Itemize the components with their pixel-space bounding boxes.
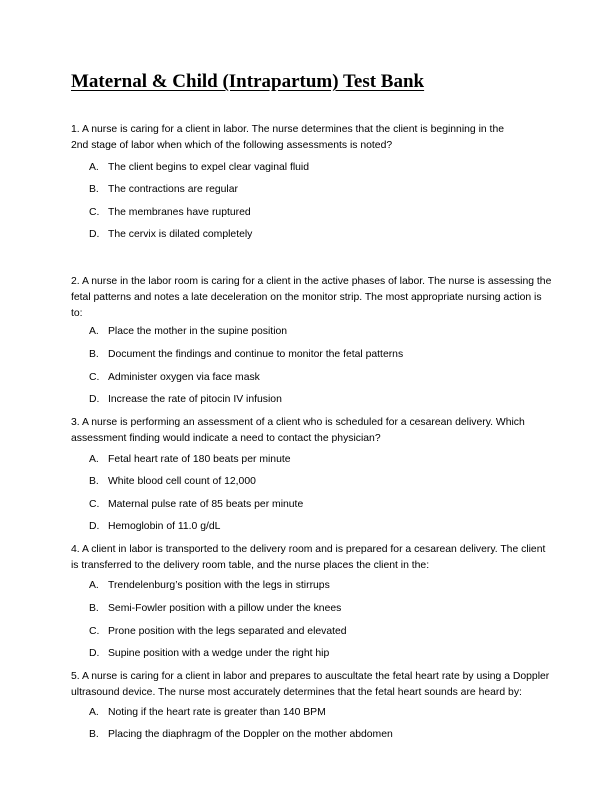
option-text: Administer oxygen via face mask (108, 372, 260, 383)
question-text-line: 5. A nurse is caring for a client in labor and prepares to auscultate the fetal heart rate by using a Doppler (71, 671, 550, 682)
option-text: Document the findings and continue to monitor the fetal patterns (108, 349, 404, 360)
option-text: Fetal heart rate of 180 beats per minute (108, 454, 291, 465)
option-text: White blood cell count of 12,000 (108, 476, 256, 487)
option-letter: C. (89, 372, 100, 383)
question-2-option-b (89, 348, 403, 362)
option-letter: A. (89, 454, 99, 465)
question-3-option-d (89, 520, 220, 534)
question-5-option-a (89, 706, 326, 720)
question-text-line: fetal patterns and notes a late deceleration on the monitor strip. The most appropriate nursing action is (71, 292, 542, 303)
option-letter: D. (89, 394, 100, 405)
question-2-option-a (89, 325, 287, 339)
option-text: Place the mother in the supine position (108, 326, 288, 337)
question-5-stem (71, 669, 550, 701)
option-text: Supine position with a wedge under the right hip (108, 648, 330, 659)
option-letter: B. (89, 603, 99, 614)
question-1-option-b (89, 183, 238, 197)
question-1-option-d (89, 228, 252, 242)
option-text: Increase the rate of pitocin IV infusion (108, 394, 282, 405)
option-text: The cervix is dilated completely (108, 229, 253, 240)
option-text: Trendelenburg’s position with the legs in stirrups (108, 580, 330, 591)
option-text: Noting if the heart rate is greater than 140 BPM (108, 707, 326, 718)
option-letter: C. (89, 207, 100, 218)
option-letter: B. (89, 476, 99, 487)
option-text: The membranes have ruptured (108, 207, 251, 218)
option-letter: A. (89, 580, 99, 591)
option-text: The contractions are regular (108, 184, 238, 195)
question-2-stem (71, 274, 552, 322)
option-letter: C. (89, 626, 100, 637)
question-4-stem (71, 542, 546, 574)
option-text: Maternal pulse rate of 85 beats per minute (108, 499, 304, 510)
option-text: Placing the diaphragm of the Doppler on the mother abdomen (108, 729, 393, 740)
question-2-option-c (89, 371, 260, 385)
question-text-line: 1. A nurse is caring for a client in labor. The nurse determines that the client is beginning in the (71, 124, 505, 135)
question-3-option-a (89, 453, 291, 467)
question-1-option-c (89, 206, 251, 220)
question-4-option-c (89, 625, 347, 639)
question-4-option-b (89, 602, 341, 616)
option-letter: C. (89, 499, 100, 510)
question-5-option-b (89, 728, 393, 742)
question-1-stem (71, 122, 541, 154)
question-3-option-b (89, 475, 256, 489)
question-2-option-d (89, 393, 282, 407)
question-text-line: 2. A nurse in the labor room is caring for a client in the active phases of labor. The nurse is assessing the (71, 276, 552, 287)
option-letter: A. (89, 707, 99, 718)
option-letter: A. (89, 326, 99, 337)
option-letter: B. (89, 349, 99, 360)
question-4-option-d (89, 647, 329, 661)
question-text-line: 3. A nurse is performing an assessment of a client who is scheduled for a cesarean delivery. Which (71, 417, 525, 428)
question-3-option-c (89, 498, 303, 512)
option-letter: D. (89, 521, 100, 532)
option-letter: B. (89, 729, 99, 740)
question-text-line: assessment finding would indicate a need to contact the physician? (71, 433, 381, 444)
option-letter: A. (89, 162, 99, 173)
question-3-stem (71, 415, 541, 447)
question-4-option-a (89, 579, 330, 593)
question-text-line: 4. A client in labor is transported to the delivery room and is prepared for a cesarean delivery. The client (71, 544, 546, 555)
option-letter: D. (89, 648, 100, 659)
question-text-line: ultrasound device. The nurse most accurately determines that the fetal heart sounds are heard by: (71, 687, 522, 698)
option-letter: B. (89, 184, 99, 195)
question-text-line: to: (71, 308, 83, 319)
question-text-line: is transferred to the delivery room table, and the nurse places the client in the: (71, 560, 430, 571)
option-text: Prone position with the legs separated and elevated (108, 626, 347, 637)
question-text-line: 2nd stage of labor when which of the following assessments is noted? (71, 140, 393, 151)
option-text: Hemoglobin of 11.0 g/dL (108, 521, 221, 532)
page-title: Maternal & Child (Intrapartum) Test Bank (71, 71, 425, 92)
question-1-option-a (89, 161, 309, 175)
option-letter: D. (89, 229, 100, 240)
option-text: The client begins to expel clear vaginal fluid (108, 162, 310, 173)
option-text: Semi-Fowler position with a pillow under the knees (108, 603, 342, 614)
